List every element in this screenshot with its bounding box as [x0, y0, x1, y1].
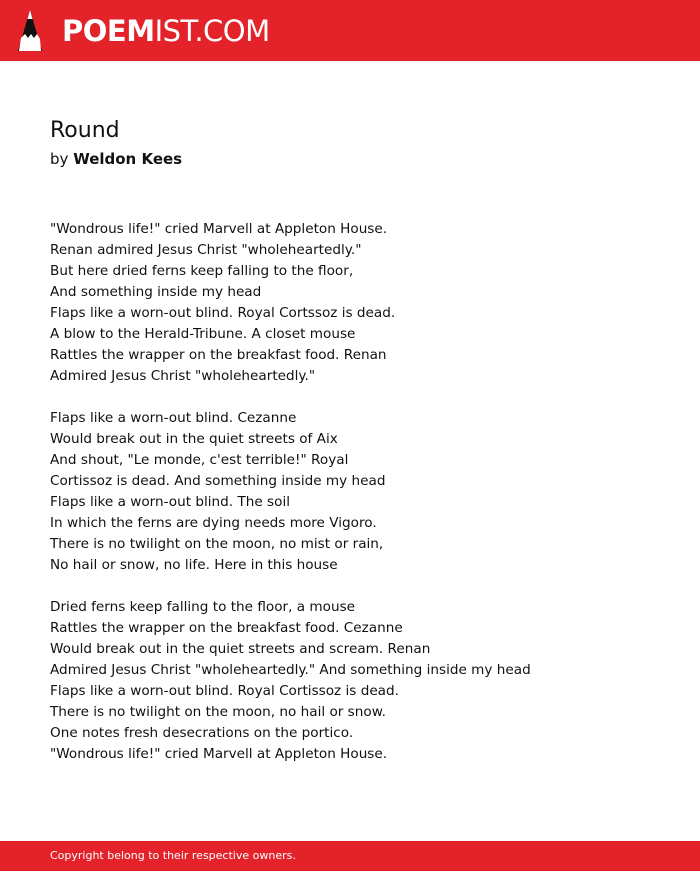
poem-line: Admired Jesus Christ "wholeheartedly." And something inside my head — [50, 662, 531, 678]
poem-line: Rattles the wrapper on the breakfast food. Renan — [50, 347, 387, 363]
poem-line: "Wondrous life!" cried Marvell at Appleton House. — [50, 746, 388, 762]
site-header — [0, 0, 700, 61]
poem-line: Flaps like a worn-out blind. Royal Cortissoz is dead. — [50, 683, 399, 699]
poem-line: There is no twilight on the moon, no mist or rain, — [50, 536, 384, 552]
poem-line: And something inside my head — [50, 284, 262, 300]
logo-text-light: IST.COM — [154, 14, 270, 48]
poem-line: "Wondrous life!" cried Marvell at Appleton House. — [50, 221, 388, 237]
poem-body — [50, 219, 650, 786]
by-label: by — [50, 150, 69, 168]
pencil-tip-icon[interactable] — [18, 10, 42, 51]
poem-line: Dried ferns keep falling to the floor, a mouse — [50, 599, 356, 615]
byline — [50, 148, 182, 170]
poem-line: A blow to the Herald-Tribune. A closet mouse — [50, 326, 356, 342]
poem-line: Would break out in the quiet streets of Aix — [50, 431, 338, 447]
poem-line: In which the ferns are dying needs more Vigoro. — [50, 515, 377, 531]
poem-line: Would break out in the quiet streets and scream. Renan — [50, 641, 431, 657]
site-logo[interactable] — [62, 14, 270, 48]
poem-line: Cortissoz is dead. And something inside my head — [50, 473, 386, 489]
poem-line: And shout, "Le monde, c'est terrible!" Royal — [50, 452, 349, 468]
stanza — [50, 219, 650, 387]
poem-line: Flaps like a worn-out blind. The soil — [50, 494, 291, 510]
copyright-notice: Copyright belong to their respective owners. — [50, 849, 296, 862]
poem-line: Admired Jesus Christ "wholeheartedly." — [50, 368, 316, 384]
poem-line: Flaps like a worn-out blind. Cezanne — [50, 410, 297, 426]
site-footer — [0, 841, 700, 871]
poem-line: Rattles the wrapper on the breakfast food. Cezanne — [50, 620, 403, 636]
logo-text-bold: POEM — [62, 14, 155, 48]
stanza — [50, 597, 650, 765]
poem-line: But here dried ferns keep falling to the floor, — [50, 263, 354, 279]
stanza — [50, 408, 650, 576]
poem-line: Flaps like a worn-out blind. Royal Cortssoz is dead. — [50, 305, 396, 321]
author-name: Weldon Kees — [73, 150, 183, 168]
poem-line: There is no twilight on the moon, no hail or snow. — [50, 704, 386, 720]
poem-line: Renan admired Jesus Christ "wholeheartedly." — [50, 242, 362, 258]
poem-title: Round — [50, 118, 120, 143]
poem-line: One notes fresh desecrations on the portico. — [50, 725, 354, 741]
poem-line: No hail or snow, no life. Here in this house — [50, 557, 338, 573]
